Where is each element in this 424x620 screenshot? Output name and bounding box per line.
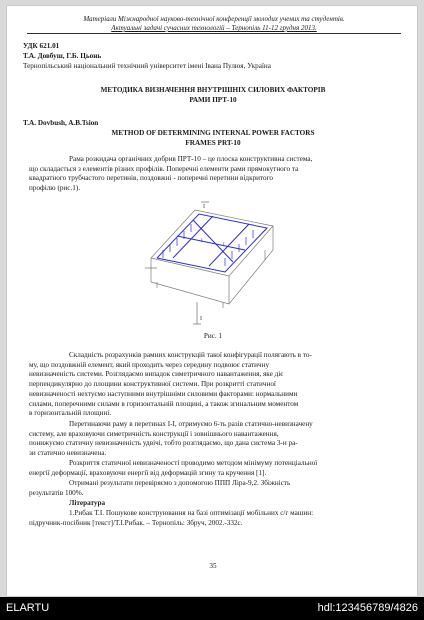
figure-caption: Рис. 1 [203,332,223,340]
text-line: результатів 100%. [29,488,84,497]
reference-1 [29,509,401,528]
handle-link[interactable]: hdl:123456789/4826 [317,602,418,614]
text-line: Рама розкидача органічних добрив ПРТ-10 – це плоска конструктивна система, [69,155,313,163]
text-line: енергії деформації, враховуючи енергії від деформацій згину та кручення [1]. [29,468,267,477]
section-label-bottom: І [200,316,202,322]
text-line: в горизонтальній площині. [29,409,112,418]
text-line: му, що поздовжній елемент, який проходить через середину подвоює статичну [29,360,270,369]
beam-label-2: І [223,243,225,248]
text-line: Розкриття статичної невизначеності проводимо методом мінімуму потенціальної [69,459,318,467]
repository-name: ELARTU [6,602,50,614]
beam-label-1: І [201,239,203,244]
header-rule [27,33,401,34]
document-page [6,5,418,597]
text-line: що складається з елементів різних профілів. Поперечні елементи рами прямокутного та [29,164,299,173]
text-line: 1.Рибак Т.І. Пошукове конструювання на базі оптимізації мобільних с/г машин: [69,509,314,517]
frame-box-outline [151,210,273,308]
section-label-top: І [203,204,205,210]
text-line: квадратного трубчастого перетинів, поздовжні - поперечні перетини відкритого [29,174,274,183]
text-line: перпендикулярно до площини конструктивної системи. При розкритті статичної [29,380,276,389]
conference-header-line-1: Матеріали Міжнародної науково-технічної конференції молодих учених та студентів. [83,15,345,23]
authors-en: T.A. Dovbush, A.B.Tsion [23,119,99,127]
text-line: Складність розрахунків рамних конструкцій такої конфігурації полягають в то- [69,351,312,359]
text-line: Перетинаючи раму в перетинах І-І, отримуємо 6-ть разів статично-невизначену [69,420,313,428]
paragraph-complexity [29,351,401,419]
section-markers [145,202,209,324]
references-heading: Література [69,499,106,507]
page-number: 35 [209,562,217,570]
paragraph-results [29,479,401,498]
title-ua-line-1: МЕТОДИКА ВИЗНАЧЕННЯ ВНУТРІШНІХ СИЛОВИХ ФАКТОРІВ [100,86,326,94]
text-line: Отримані результати перевіряємо з допомогою ППП Ліра-9,2. Збіжність [69,479,291,487]
authors-ua: Т.А. Довбуш, Г.Б. Цьонь [23,52,102,60]
udc-code: УДК 621.01 [23,42,60,50]
title-ua-line-2: РАМИ ПРТ-10 [189,96,237,104]
text-line: профілю (рис.1). [29,184,81,193]
text-line: систему, але враховуючи симетричність конструкції і зовнішнього навантаження, [29,429,279,438]
paragraph-sections [29,420,401,459]
paragraph-energy-method [29,459,401,478]
title-en-line-1: METHOD OF DETERMINING INTERNAL POWER FACTORS [111,129,315,137]
conference-header-line-2: Актуальні задачі сучасних технологій – Тернопіль 11-12 грудня 2013. [111,24,317,32]
repository-footer-bar [0,597,424,620]
text-line: підручник-посібник [текст]/Т.І.Рибак. – Тернопіль: Збруч, 2002.-332с. [29,518,243,527]
title-en-line-2: FRAMES PRT-10 [185,139,241,147]
frame-prt10-figure [137,198,285,330]
text-line: невизначеності нехтуємо наступними внутрішніми силовими факторами: нормальними [29,389,298,398]
text-line: понижуємо статичну невизначеність удвічі, тобто розглядаємо, що дана система 3-и ра- [29,439,298,448]
text-line: зи статично невизначена. [29,449,107,458]
text-line: силами, поперечними силами в горизонтальній площині, а також згинальним моментом [29,399,299,408]
text-line: невизначеність системи. Розглядаємо випадок симетричного навантаження, яке діє [29,370,284,379]
intro-paragraph [29,155,401,194]
affiliation: Тернопільський національний технічний університет імені Івана Пулюя, Україна [23,62,271,70]
